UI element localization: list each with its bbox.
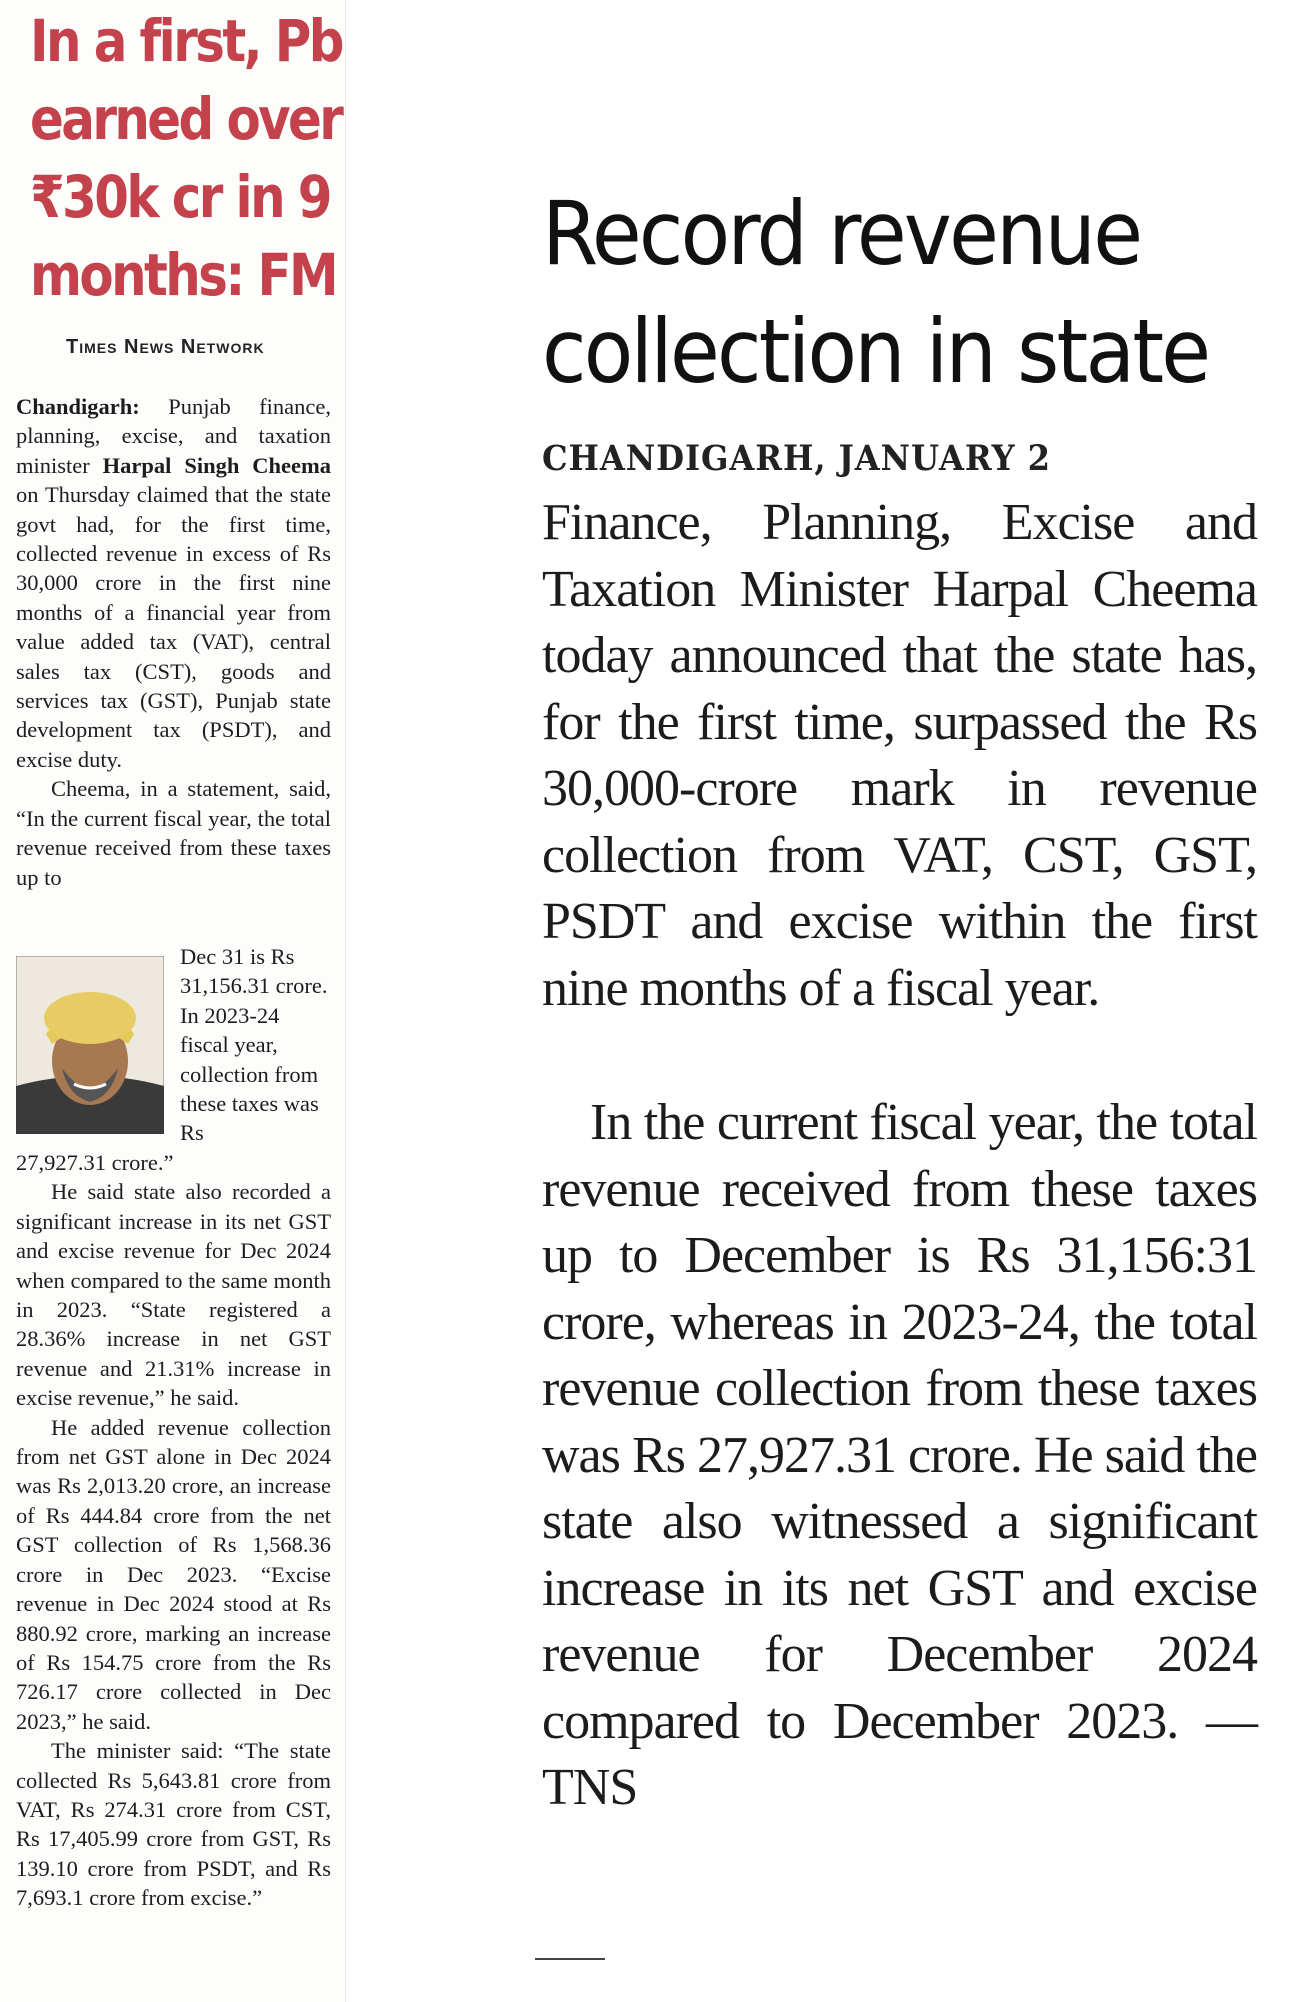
text-run: Cheema, in a statement, said, “In the current fiscal year, the total revenue received from these taxes up to <box>16 776 331 890</box>
left-body-top <box>16 392 331 892</box>
left-wrap-paragraph: Dec 31 is Rs 31,156.31 crore. In 2023-24 fiscal year, collection from these taxes was Rs <box>180 944 328 1146</box>
left-paragraph <box>16 392 331 774</box>
left-headline-line-1: In a first, Pb <box>30 7 342 75</box>
bold-run: Harpal Singh Cheema <box>102 452 331 478</box>
right-paragraph-1: Finance, Planning, Excise and Taxation Minister Harpal Cheema today announced that the state has, for the first time, surpassed the Rs 30,000-crore mark in revenue collection from VAT, CST, GST, PSDT and excise within the first nine months of a fiscal year. <box>542 494 1257 1017</box>
right-dateline: CHANDIGARH, JANUARY 2 <box>542 438 1051 479</box>
right-title-line-1: Record revenue <box>542 182 1141 285</box>
minister-photo <box>16 956 164 1134</box>
right-paragraph-2: In the current fiscal year, the total revenue received from these taxes up to December is Rs 31,156:31 crore, whereas in 2023-24, the total revenue collection from these taxes was Rs 27,927.31 crore. He said the state also witnessed a significant increase in its net GST and excise revenue for December 2024 compared to December 2023. — TNS <box>542 1094 1257 1816</box>
left-body-bottom <box>16 1148 331 1913</box>
left-paragraph <box>16 1148 331 1177</box>
left-headline-line-4: months: FM <box>30 241 337 309</box>
left-paragraph <box>16 774 331 892</box>
right-title-line-2: collection in state <box>542 300 1209 403</box>
text-run: The minister said: “The state collected Rs 5,643.81 crore from VAT, Rs 274.31 crore from CST, Rs 17,405.99 crore from GST, Rs 139.10 crore from PSDT, and Rs 7,693.1 crore from excise.” <box>16 1738 331 1911</box>
left-paragraph <box>16 1177 331 1412</box>
text-run: 27,927.31 crore.” <box>16 1150 174 1175</box>
text-run: He said state also recorded a significant increase in its net GST and excise revenue for Dec 2024 when compared to the same month in 2023. “State registered a 28.36% increase in net GST revenue and 21.31% increase in excise revenue,” he said. <box>16 1179 331 1411</box>
left-headline-line-2: earned over <box>30 85 342 153</box>
left-paragraph <box>16 1413 331 1736</box>
end-rule <box>535 1958 605 1960</box>
bold-run: Chandigarh: <box>16 394 140 419</box>
text-run: He added revenue collection from net GST alone in Dec 2024 was Rs 2,013.20 crore, an increase of Rs 444.84 crore from the net GST collection of Rs 1,568.36 crore in Dec 2023. “Excise revenue in Dec 2024 stood at Rs 880.92 crore, marking an increase of Rs 154.75 crore from the Rs 726.17 crore collected in Dec 2023,” he said. <box>16 1414 331 1734</box>
minister-portrait-image <box>16 956 164 1134</box>
left-news-clipping <box>0 0 346 2002</box>
text-run: Punjab finance, planning, excise, and taxation minister <box>16 394 331 478</box>
right-body-2 <box>542 1090 1257 1822</box>
left-byline: Times News Network <box>66 336 265 358</box>
left-wrap-text <box>180 942 331 1148</box>
text-run: on Thursday claimed that the state govt had, for the first time, collected revenue in excess of Rs 30,000 crore in the first nine months of a financial year from value added tax (VAT), central sales tax (CST), goods and services tax (GST), Punjab state development tax (PSDT), and excise duty. <box>16 482 331 772</box>
left-headline-line-3: ₹30k cr in 9 <box>30 163 330 231</box>
right-body-1 <box>542 490 1257 1022</box>
left-paragraph <box>16 1736 331 1912</box>
